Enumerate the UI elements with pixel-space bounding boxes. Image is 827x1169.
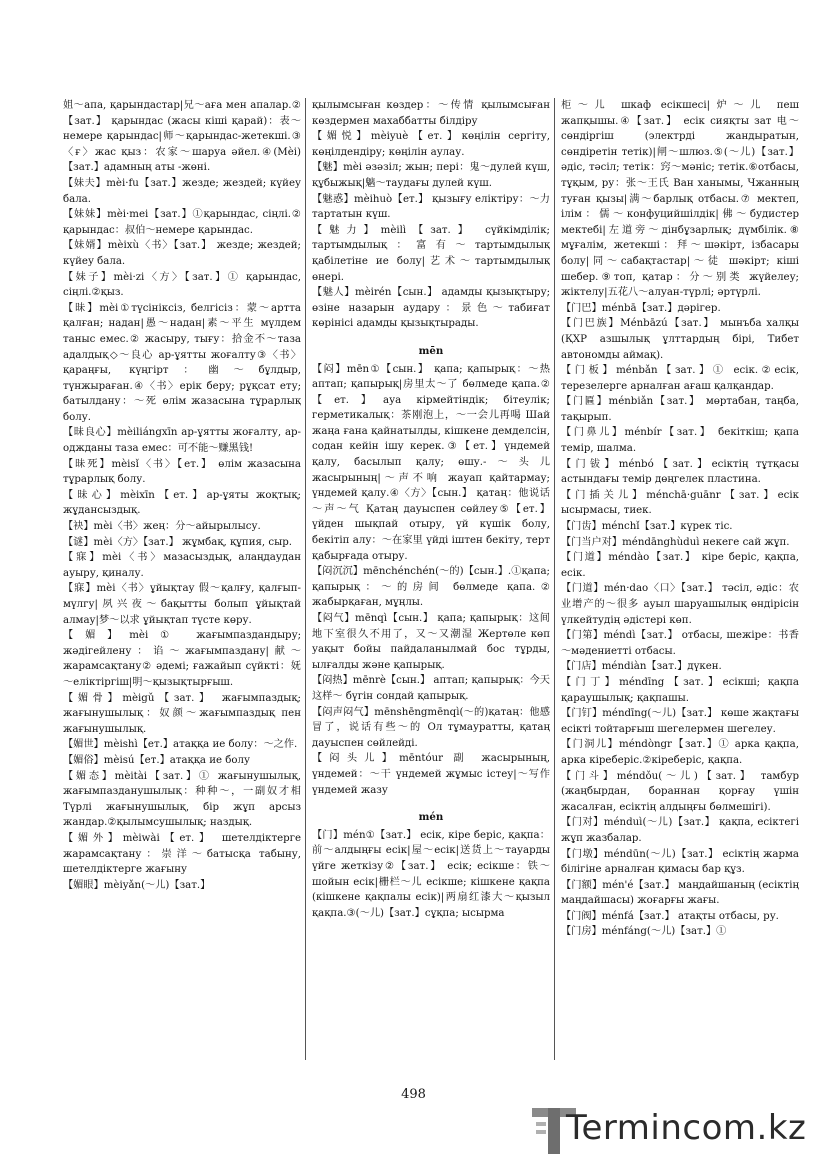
dictionary-entry: 【媚骨】mèigǔ【зат.】 жағымпаздық; жағынушылық：奴颜～жағымпаздық пен жағынушылық. bbox=[63, 692, 301, 735]
dictionary-entry: 【门斗】méndǒu(～儿)【зат.】 тамбур (жаңбырдан, бораннан қорғау үшін жасалған, есіктің алдыңғы бөлмешігі). bbox=[561, 770, 799, 813]
dictionary-column-right bbox=[561, 98, 799, 1063]
dictionary-entry: 【门钉】méndīng(～儿)【зат.】 көше жақтағы есікті тойтарғыш шегелермен шегелеу. bbox=[561, 708, 799, 735]
dictionary-entry: 【魅人】mèirén【сын.】 адамды қызықтыру; өзіне назарын аудару：景色～табиғат көрінісі адамды қызықтырады. bbox=[312, 287, 550, 330]
column-divider bbox=[554, 98, 555, 1060]
dictionary-entry: 【媚世】mèishì【ет.】атаққа ие болу：～之作. bbox=[63, 739, 298, 751]
dictionary-entry: 【门房】ménfáng(～儿)【зат.】① bbox=[561, 926, 727, 938]
dictionary-entry: 【门店】méndiàn【зат.】дүкен. bbox=[561, 661, 722, 673]
dictionary-entry: 【媚俗】mèisú【ет.】атаққа ие болу bbox=[63, 754, 250, 766]
dictionary-entry: 【门】mén①【зат.】 есік, кіре беріс, қақпа：前～алдыңғы есік|屋～есік|送货上～тауарды үйге жеткізу②【зат.】 есік; есікше：铁～шойын есік|栅栏～儿 есікше; кішкене қақпа (кішкене қақпалы есік)|两扇红漆大～қызыл қақпа.③(～儿)【зат.】сұқпа; ысырма bbox=[312, 829, 550, 919]
dictionary-column-left bbox=[63, 98, 301, 1063]
dictionary-entry: 【门插关儿】ménchā·guānr【зат.】есік ысырмасы, тиек. bbox=[561, 489, 799, 517]
dictionary-entry: 【谜】mèi〈方〉【зат.】 жұмбақ, құпия, сыр. bbox=[63, 536, 292, 548]
dictionary-entry: 【妹子】mèi·zi〈方〉【зат.】① қарындас, сіңлі.②қыз. bbox=[63, 271, 301, 299]
column-divider bbox=[305, 98, 306, 1060]
dictionary-entry: 【门阀】ménfá【зат.】 атақты отбасы, ру. bbox=[561, 910, 779, 922]
dictionary-entry: 【昧良心】mèiliángxīn ар-ұятты жоғалту, ар-оджданы таза емес：可不能～赚黑钱! bbox=[63, 427, 301, 455]
termincom-logo bbox=[528, 1102, 818, 1162]
dictionary-entry: 【媚】mèi① жағымпаздандыру; жәдігейлену：谄～жағымпаздану|献～жарамсақтану② әдемі; ғажайып сүйкті：妩～еліктіргіш|明～қызықтырғыш. bbox=[63, 630, 301, 688]
dictionary-entry: 【门巴族】Ménbāzú【зат.】 мынъба халқы (ҚХР азшылық ұлттардың бірі, Тибет автономды аймақ). bbox=[561, 318, 799, 361]
dictionary-entry: 【妹妹】mèi·mei【зат.】①қарындас, сіңлі.② қарындас：叔伯～немере қарындас. bbox=[63, 209, 301, 236]
dictionary-entry: 【袂】mèi〈书〉жең：分～айырылысу. bbox=[63, 521, 261, 533]
dictionary-entry: 【媚外】mèiwài【ет.】 шетелдіктерге жарамсақтану：崇洋～батысқа табыну, шетелдіктерге жағыну bbox=[63, 832, 301, 876]
dictionary-entry: 【门板】ménbǎn【зат.】① есік.②есік, терезелерге арналған ағаш қалқандар. bbox=[561, 365, 799, 392]
dictionary-entry: 【门额】mén'é【зат.】 маңдайшаның (есіктің маңдайшасы) жоғарғы жағы. bbox=[561, 879, 799, 907]
dictionary-entry: 【门钹】ménbó【зат.】есіктің тұтқасы астындағы темір дөңгелек пластина. bbox=[561, 458, 799, 486]
dictionary-entry: 【门对】ménduì(～儿)【зат.】 қақпа, есіктегі жұп жазбалар. bbox=[561, 817, 799, 844]
dictionary-entry: 【昧】mèi①түсініксіз, белгісіз：蒙～артта қалған; надан|愚～надан|素～平生 мүлдем таныс емес.② жасыру, тығу：拾金不～таза адалдық◇～良心 ар-ұятты жоғалту③〈书〉қараңғы, күңгірт：幽～бұлдыр, түнжыраған.④〈书〉ерік беру; рұқсат ету; батылдану：～死 өлім жазасына тұрарлық болу. bbox=[63, 302, 301, 423]
dictionary-entry: 【闷气】mēnqì【сын.】 қапа; қапырық：这间地下室很久不用了，又～又潮湿 Жертөле көп уақыт бойы пайдаланылмай бос тұрды, ылғалды және қапырық. bbox=[312, 613, 550, 671]
dictionary-entry: қылымсыған көздер：～传情 қылымсыған көздермен махаббатты білдіру bbox=[312, 100, 550, 127]
dictionary-entry: 【寐】mèi〈书〉ұйықтау 假～қалғу, қалғып-мүлгу|夙兴夜～бақытты болып ұйықтай алмау|梦～以求 ұйықтап түсте көру. bbox=[63, 583, 301, 626]
dictionary-entry: 【闷】mēn①【сын.】 қапа; қапырық：～热 аптап; қапырық|房里太～了 бөлмеде қапа.②【ет.】ауа кірмейтіндік; бітеулік; герметикалық：茶刚泡上，～一会儿再喝 Шай жаңа ғана қайнатылды, кішкене демделсін, содан кейін ішу керек.③【ет.】үндемей қалу, басылып қалу; өшу.-～头儿 жасырының|～声不响 жауап қайтармау; үндемей қалу.④〈方〉【сын.】 қатаң：他说话～声～气 Қатаң дауыспен сөйлеу⑤【ет.】үйден шықпай отыру, үй күшік болу, бекітіп алу：～在家里 үйді іштен бекіту, терт қабырғада отыру. bbox=[312, 363, 550, 562]
dictionary-entry: 【妹夫】mèi·fu【зат.】жезде; жездей; күйеу бала. bbox=[63, 177, 301, 205]
dictionary-entry: 【媚眼】mèiyǎn(～儿)【зат.】 bbox=[63, 879, 211, 891]
dictionary-entry: 【闷沉沉】mēnchénchén(～的)【сын.】.①қапа; қапырық：～的房间 бөлмеде қапа.② жабырқаған, мұңлы. bbox=[312, 566, 550, 609]
page-number: 498 bbox=[401, 1087, 426, 1102]
dictionary-entry: 【闷热】mēnrè【сын.】 аптап; қапырық：今天这样～ бүгін сондай қапырық. bbox=[312, 675, 550, 702]
dictionary-entry: 【门道】mén·dao〈口〉【зат.】 тәсіл, әдіс：农业增产的～很多 ауыл шаруашылық өндірісін үлкейтудің әдістері көп. bbox=[561, 583, 799, 626]
dictionary-entry: 【门洞儿】méndòngr【зат.】① арка қақпа, арка кіреберіс.②кіреберіс, қақпа. bbox=[561, 739, 799, 766]
dictionary-entry: 柜～儿 шкаф есікшесі|炉～儿 пеш жапқышы.④【зат.】 есік сияқты зат 电～сөндіргіш (электрді жандыратын, сөндіретін тетік)|闸～шлюз.⑤(～儿)【зат.】 әдіс, тәсіл; тетік：窍～мәніс; тетік.⑥отбасы, тұқым, ру：张～王氏 Ван ханымы, Чжанның туған қызы|满～барлық отбасы.⑦ мектеп, ілім：儒～конфуцийшілдік|佛～будистер мектебі|左道旁～дінбұзарлық; дүмбілік.⑧ мұғалім, жетекші：拜～шәкірт, ізбасары болу|同～сабақтастар|～徒 шәкірт; кіші шебер.⑨топ, қатар：分～别类 жүйелеу; жіктелу|五花八～алуан-түрлі; әртүрлі. bbox=[561, 100, 799, 299]
dictionary-entry: 【妹婿】mèixù〈书〉【зат.】 жезде; жездей; күйеу бала. bbox=[63, 240, 301, 267]
dictionary-entry: 【门齿】ménchǐ【зат.】күрек тіс. bbox=[561, 521, 733, 533]
dictionary-entry: 【门鼻儿】ménbír【зат.】 бекіткіш; қапа темір, шалма. bbox=[561, 427, 799, 455]
dictionary-entry: 【门第】méndì【зат.】 отбасы, шежіре：书香～мәдениетті отбасы. bbox=[561, 630, 799, 657]
dictionary-entry: 【魅力】mèilì【зат.】 сүйкімділік; тартымдылық：富有～тартымдылық қабілетіне ие болу|艺术～тартымдылық өнері. bbox=[312, 224, 550, 283]
dictionary-entry: 【门丁】méndīng【зат.】есікші; қақпа қараушылық; қақпашы. bbox=[561, 676, 799, 704]
dictionary-entry: 【昧心】mèixīn【ет.】ар-ұяты жоқтық; жұдансыздық. bbox=[63, 489, 301, 517]
section-heading: mēn bbox=[418, 344, 444, 357]
section-heading: mén bbox=[418, 811, 444, 824]
dictionary-entry: 【魅】mèi әзәзіл; жын; пері：鬼～дулей күш, құбыжық|魑～таудағы дулей күш. bbox=[312, 162, 550, 189]
dictionary-entry: 【魅惑】mèihuò【ет.】 қызығу еліктіру：～力 тартатын күш. bbox=[312, 193, 550, 221]
dictionary-entry: 【门当户对】méndānghùduì некеге сай жұп. bbox=[561, 536, 790, 548]
dictionary-column-middle bbox=[312, 98, 550, 1063]
dictionary-entry: 【闷头儿】mēntóur 副 жасырының, үндемей：～干 үндемей жұмыс істеу|～写作 үндемей жазу bbox=[312, 753, 550, 796]
dictionary-entry: 【门墩】méndūn(～儿)【зат.】 есіктің жарма білігіне арналған қимасы бар құз. bbox=[561, 848, 799, 876]
dictionary-entry: 【寐】mèi〈书〉мазасыздық, алаңдаудан ауыру, қиналу. bbox=[63, 552, 301, 579]
dictionary-entry: 【门道】méndào【зат.】 кіре беріс, қақпа, есік. bbox=[561, 552, 799, 579]
dictionary-entry: 【门巴】ménbā【зат.】дәрігер. bbox=[561, 302, 721, 314]
dictionary-entry: 【媚态】mèitài【зат.】① жағынушылық, жағымпазданушылық：种种～，一副奴才相 Түрлі жағынушылық, бір жұп арсыз жандар.②қылымсушылық; наздық. bbox=[63, 770, 301, 829]
dictionary-entry: 【门匾】ménbiǎn【зат.】 мөртабан, таңба, тақырып. bbox=[561, 396, 799, 423]
dictionary-entry: 【媚悦】mèiyuè【ет.】көңілін сергіту, көңілдендіру; көңілін аулау. bbox=[312, 131, 550, 158]
logo-text: Termincom.kz bbox=[566, 1108, 807, 1148]
dictionary-entry: 姐～апа, қарындастар|兄～аға мен апалар.②【зат.】 қарындас (жасы кіші қарай)：表～немере қарындас|师～қарындас-жетекші.③〈ғ〉жас қыз：农家～шаруа әйел.④(Mèi)【зат.】адамның аты -жөні. bbox=[63, 100, 301, 174]
dictionary-entry: 【昧死】mèisǐ〈书〉【ет.】 өлім жазасына тұрарлық болу. bbox=[63, 458, 301, 486]
dictionary-entry: 【闷声闷气】mēnshēngmēnqì(～的)қатаң：他感冒了，说话有些～的 Ол тұмауратты, қатаң дауыспен сөйлейді. bbox=[312, 706, 550, 749]
